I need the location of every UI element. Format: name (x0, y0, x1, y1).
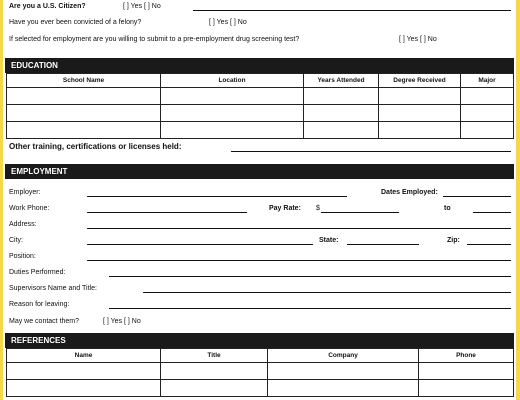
duties-label: Duties Performed: (9, 269, 66, 276)
education-cell-input[interactable] (461, 122, 514, 139)
felony-options[interactable]: [ ] Yes [ ] No (209, 19, 247, 26)
citizen-options[interactable]: [ ] Yes [ ] No (123, 3, 161, 10)
references-column-header: Name (7, 349, 161, 363)
duties-input[interactable] (109, 276, 511, 277)
employer-label: Employer: (9, 189, 41, 196)
references-cell-input[interactable] (268, 380, 419, 397)
education-column-header: Degree Received (379, 74, 461, 88)
citizen-underline (193, 10, 511, 11)
address-label: Address: (9, 221, 37, 228)
education-cell-input[interactable] (304, 88, 379, 105)
work-phone-input[interactable] (87, 212, 247, 213)
table-row (7, 122, 514, 139)
education-column-header: Years Attended (304, 74, 379, 88)
other-training-label: Other training, certifications or licenses held: (9, 142, 182, 151)
dates-employed-input[interactable] (443, 196, 511, 197)
education-cell-input[interactable] (7, 88, 161, 105)
education-cell-input[interactable] (461, 105, 514, 122)
position-input[interactable] (87, 260, 511, 261)
zip-input[interactable] (467, 244, 511, 245)
reason-for-leaving-input[interactable] (109, 308, 511, 309)
may-contact-label: May we contact them? (9, 318, 80, 325)
references-header-row (7, 349, 514, 363)
city-input[interactable] (87, 244, 313, 245)
work-phone-label: Work Phone: (9, 205, 50, 212)
pay-rate-dollar-sign: $ (316, 205, 320, 212)
references-cell-input[interactable] (268, 363, 419, 380)
education-table (6, 73, 514, 139)
employment-section-header: EMPLOYMENT (5, 164, 514, 179)
state-input[interactable] (347, 244, 419, 245)
education-cell-input[interactable] (7, 105, 161, 122)
may-contact-options[interactable]: [ ] Yes [ ] No (103, 318, 141, 325)
education-cell-input[interactable] (304, 122, 379, 139)
address-input[interactable] (87, 228, 511, 229)
table-row (7, 363, 514, 380)
education-cell-input[interactable] (161, 122, 304, 139)
references-column-header: Phone (419, 349, 514, 363)
education-cell-input[interactable] (7, 122, 161, 139)
education-header-row (7, 74, 514, 88)
references-column-header: Company (268, 349, 419, 363)
references-cell-input[interactable] (7, 363, 161, 380)
pay-rate-label: Pay Rate: (269, 205, 301, 212)
pay-rate-input[interactable] (321, 212, 399, 213)
education-cell-input[interactable] (379, 122, 461, 139)
drug-test-options[interactable]: [ ] Yes [ ] No (399, 36, 437, 43)
other-training-input[interactable] (231, 151, 511, 152)
references-cell-input[interactable] (419, 380, 514, 397)
references-section-header: REFERENCES (5, 333, 514, 348)
education-section-header: EDUCATION (5, 58, 514, 73)
education-cell-input[interactable] (304, 105, 379, 122)
supervisor-label: Supervisors Name and Title: (9, 285, 97, 292)
citizen-question: Are you a U.S. Citizen? (9, 3, 86, 10)
application-form-page (3, 0, 516, 400)
education-column-header: School Name (7, 74, 161, 88)
state-label: State: (319, 237, 339, 244)
references-column-header: Title (161, 349, 268, 363)
city-label: City: (9, 237, 23, 244)
dates-to-label: to (444, 205, 451, 212)
drug-test-question: If selected for employment are you willing to submit to a pre-employment drug screening test? (9, 36, 300, 43)
reason-for-leaving-label: Reason for leaving: (9, 301, 70, 308)
references-table (6, 348, 514, 397)
education-cell-input[interactable] (161, 105, 304, 122)
felony-question: Have you ever been convicted of a felony? (9, 19, 142, 26)
education-column-header: Major (461, 74, 514, 88)
education-cell-input[interactable] (379, 88, 461, 105)
references-cell-input[interactable] (161, 380, 268, 397)
references-cell-input[interactable] (161, 363, 268, 380)
position-label: Position: (9, 253, 36, 260)
table-row (7, 380, 514, 397)
employer-input[interactable] (87, 196, 347, 197)
zip-label: Zip: (447, 237, 460, 244)
education-cell-input[interactable] (461, 88, 514, 105)
table-row (7, 88, 514, 105)
education-cell-input[interactable] (161, 88, 304, 105)
education-column-header: Location (161, 74, 304, 88)
table-row (7, 105, 514, 122)
references-cell-input[interactable] (7, 380, 161, 397)
education-cell-input[interactable] (379, 105, 461, 122)
references-cell-input[interactable] (419, 363, 514, 380)
supervisor-input[interactable] (143, 292, 511, 293)
dates-to-input[interactable] (473, 212, 511, 213)
dates-employed-label: Dates Employed: (381, 189, 438, 196)
